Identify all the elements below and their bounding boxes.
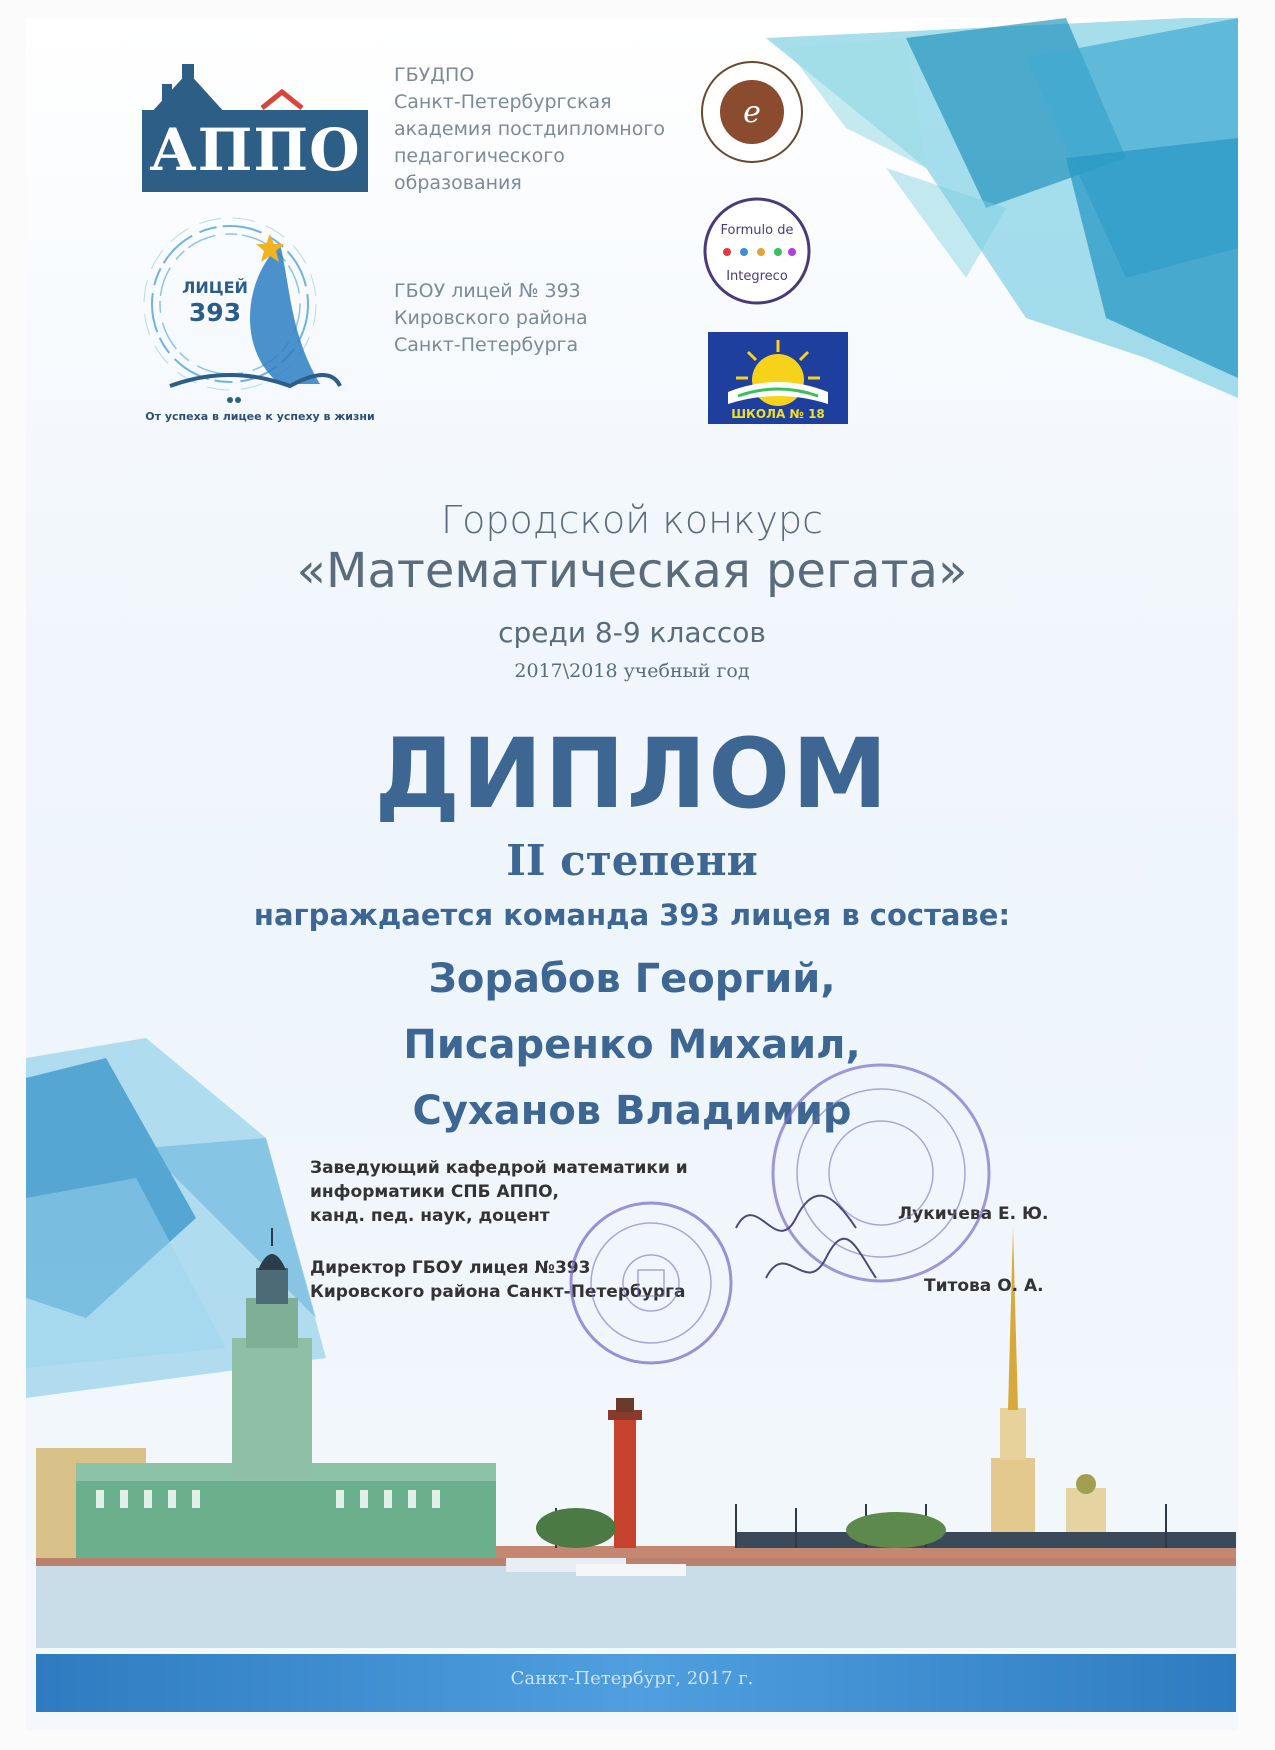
lyceum-motto: От успеха в лицее к успеху в жизни (145, 410, 375, 423)
appo-logo-text: АППО (149, 116, 361, 184)
signature-position-line: канд. пед. наук, доцент (310, 1206, 550, 1226)
signature-scribble-icon (726, 1168, 886, 1308)
signature-position-line: информатики СПБ АППО, (310, 1182, 559, 1202)
contest-title: «Математическая регата» (296, 543, 968, 599)
contest-year: 2017\2018 учебный год (514, 660, 750, 682)
euler-foundation-logo (698, 58, 806, 166)
lyceum-circle-icon (130, 214, 390, 414)
formulo-logo (702, 196, 812, 306)
org1-block (394, 62, 665, 197)
signature-position-line: Заведующий кафедрой математики и (310, 1158, 688, 1178)
formulo-line1: Formulo de (720, 223, 794, 238)
sun-book-icon (708, 332, 848, 424)
formulo-line2: Integreco (726, 269, 788, 284)
org1-line: академия постдипломного (394, 118, 665, 140)
footer-text: Санкт-Петербург, 2017 г. (510, 1668, 754, 1689)
signature-position-line: Директор ГБОУ лицея №393 (310, 1258, 591, 1278)
team-member: Суханов Владимир (412, 1088, 852, 1134)
org2-line: Санкт-Петербурга (394, 334, 579, 356)
team-member: Писаренко Михаил, (403, 1022, 861, 1068)
awarded-line: награждается команда 393 лицея в составе: (253, 898, 1011, 932)
lyceum-logo-line2: 393 (188, 298, 242, 327)
org1-line: образования (394, 172, 522, 194)
school-18-logo (708, 332, 848, 424)
school-logo-text: ШКОЛА № 18 (731, 407, 825, 421)
lyceum-logo-text (170, 278, 260, 328)
signatory-name-2: Титова О. А. (924, 1276, 1044, 1296)
diploma-title: ДИПЛОМ (374, 718, 890, 830)
lyceum-logo (130, 214, 390, 434)
org1-line: ГБУДПО (394, 64, 475, 86)
org1-line: Санкт-Петербургская (394, 91, 612, 113)
lyceum-logo-line1: ЛИЦЕЙ (182, 278, 248, 297)
signatory-name-1: Лукичева Е. Ю. (898, 1204, 1049, 1224)
diploma-degree: II степени (506, 836, 758, 885)
formulo-circle-icon (702, 196, 812, 306)
org2-line: Кировского района (394, 307, 588, 329)
signature-position-line: Кировского района Санкт-Петербурга (310, 1282, 686, 1302)
lyceum-stamp-icon (566, 1198, 736, 1368)
svg-text:e: e (743, 95, 761, 130)
team-member: Зорабов Георгий, (428, 956, 836, 1002)
appo-logo (142, 62, 368, 200)
contest-line1: Городской конкурс (440, 498, 824, 542)
diploma-sheet (26, 18, 1238, 1730)
euler-seal-icon (698, 58, 806, 166)
org2-line: ГБОУ лицей № 393 (394, 280, 581, 302)
org1-line: педагогического (394, 145, 565, 167)
contest-classes: среди 8-9 классов (498, 616, 766, 649)
org2-block (394, 278, 588, 359)
